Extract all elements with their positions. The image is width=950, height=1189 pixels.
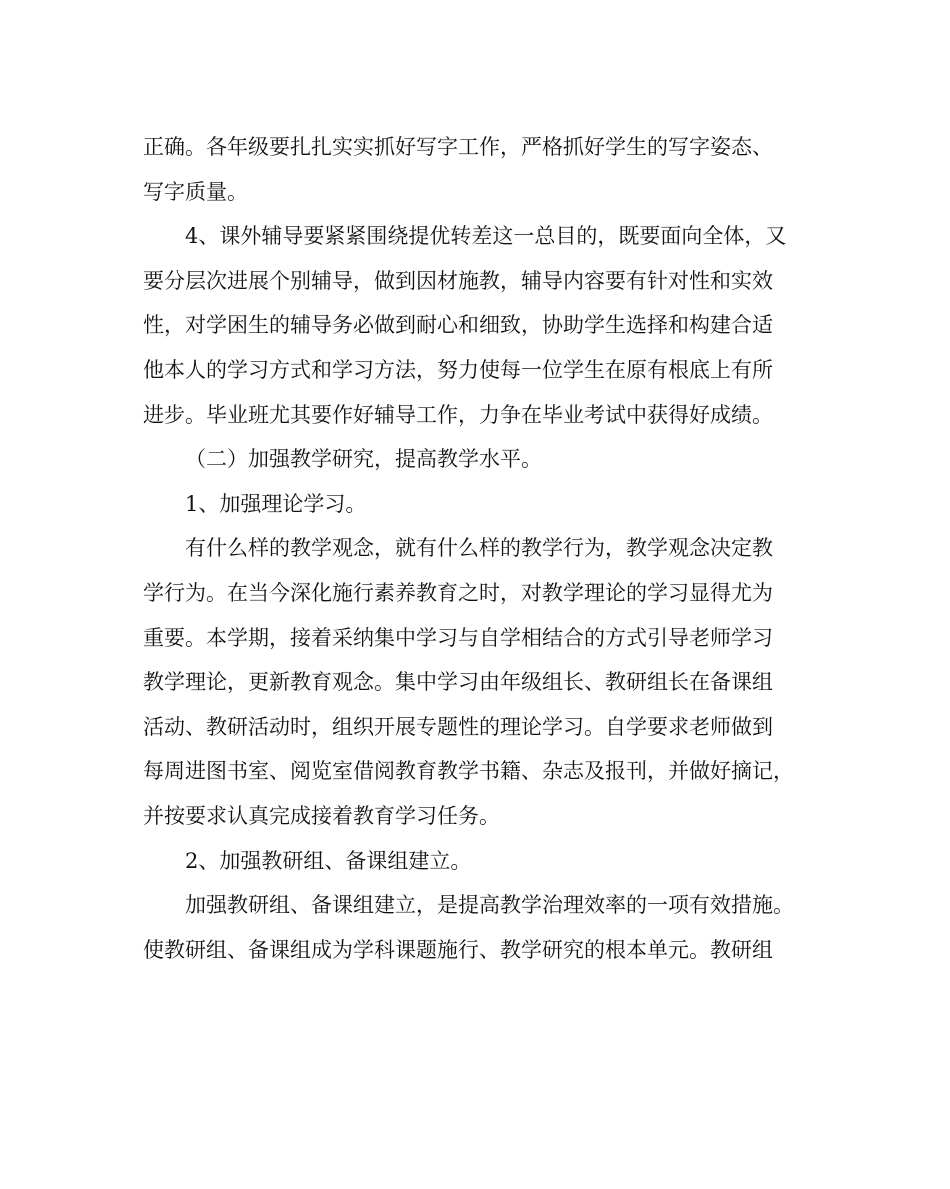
- text-line: 写字质量。: [143, 179, 248, 204]
- section-heading: （二）加强教学研究，提高教学水平。: [185, 447, 542, 472]
- text-line: 有什么样的教学观念，就有什么样的教学行为，教学观念决定教: [185, 536, 773, 561]
- text-line: 使教研组、备课组成为学科课题施行、教学研究的根本单元。教研组: [143, 937, 773, 962]
- text-line: 并按要求认真完成接着教育学习任务。: [143, 803, 500, 828]
- text-line: 性，对学困生的辅导务必做到耐心和细致，协助学生选择和构建合适: [143, 313, 773, 338]
- text-line: 进步。毕业班尤其要作好辅导工作，力争在毕业考试中获得好成绩。: [143, 402, 773, 427]
- text-line: 4、课外辅导要紧紧围绕提优转差这一总目的，既要面向全体，又: [185, 224, 787, 249]
- text-line: 学行为。在当今深化施行素养教育之时，对教学理论的学习显得尤为: [143, 580, 773, 605]
- body-text: [143, 125, 813, 972]
- text-line: 教学理论，更新教育观念。集中学习由年级组长、教研组长在备课组: [143, 670, 773, 695]
- subsection-heading: 2、加强教研组、备课组建立。: [185, 848, 472, 873]
- text-line: 加强教研组、备课组建立，是提高教学治理效率的一项有效措施。: [185, 893, 794, 918]
- text-line: 每周进图书室、阅览室借阅教育教学书籍、杂志及报刊，并做好摘记，: [143, 759, 794, 784]
- text-line: 要分层次进展个别辅导，做到因材施教，辅导内容要有针对性和实效: [143, 268, 773, 293]
- text-line: 活动、教研活动时，组织开展专题性的理论学习。自学要求老师做到: [143, 714, 773, 739]
- subsection-heading: 1、加强理论学习。: [185, 491, 367, 516]
- text-line: 他本人的学习方式和学习方法，努力使每一位学生在原有根底上有所: [143, 357, 773, 382]
- text-line: 正确。各年级要扎扎实实抓好写字工作，严格抓好学生的写字姿态、: [143, 135, 773, 159]
- text-line: 重要。本学期，接着采纳集中学习与自学相结合的方式引导老师学习: [143, 625, 773, 650]
